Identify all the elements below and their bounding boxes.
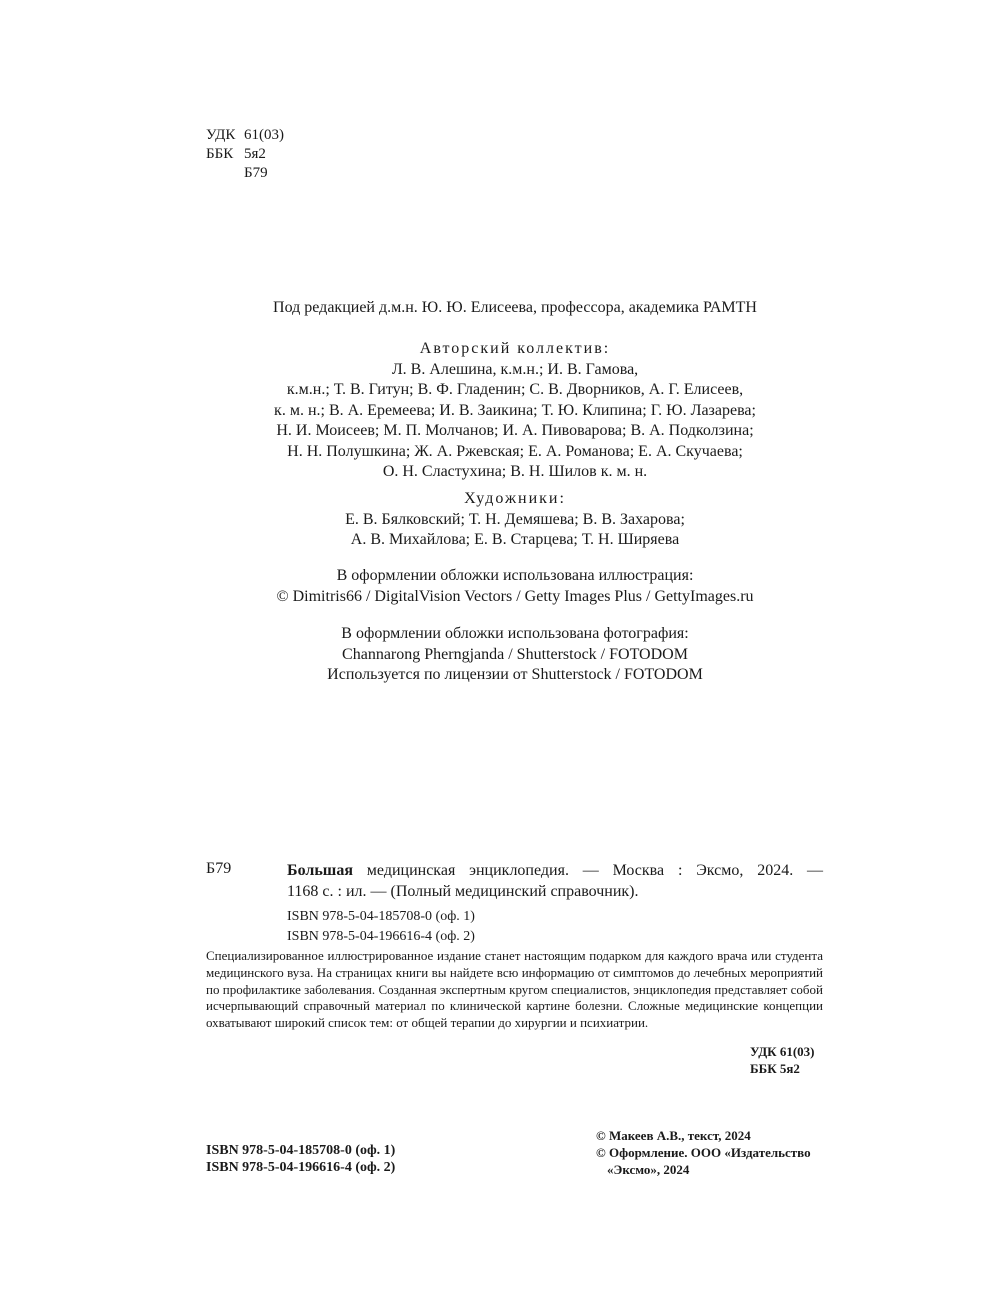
copyright-block — [596, 1127, 826, 1178]
artists-heading: Художники: — [464, 490, 566, 507]
illustration-credit — [200, 566, 830, 607]
udk-row — [206, 126, 284, 145]
bibliography-line-2: 1168 с. : ил. — (Полный медицинский справочник). — [287, 883, 639, 900]
authors-line: Л. В. Алешина, к.м.н.; И. В. Гамова, — [391, 360, 639, 378]
authors-line: О. Н. Сластухина; В. Н. Шилов к. м. н. — [382, 463, 648, 480]
udk-footer — [750, 1043, 815, 1077]
isbn-footer-line: ISBN 978-5-04-196616-4 (оф. 2) — [206, 1160, 396, 1175]
bibliography-title-bold: Большая — [287, 862, 353, 879]
bibliography-line-1-rest: медицинская энциклопедия. — Москва : Эксмо, 2024. — — [366, 862, 824, 879]
bibliography-line-1 — [287, 860, 823, 881]
udk-value: 61(03) — [244, 127, 284, 143]
copyright-line: © Макеев А.В., текст, 2024 — [596, 1128, 751, 1143]
udk-header — [206, 126, 284, 183]
annotation: Специализированное иллюстрированное издание станет настоящим подарком для каждого врача или студента медицинского вуза. На страницах книги вы найдете всю информацию от симптомов до лечебных мероприятий по профилактике заболевания. Созданная экспертным кругом специалистов, энциклопедия представляет собой исчерпывающий справочный материал по клинической картине болезни. Сложные медицинские концепции охватывают широкий список тем: от общей терапии до хирургии и психиатрии. — [206, 948, 823, 1031]
bbk-label: ББК — [206, 146, 234, 162]
artists-block — [200, 489, 830, 551]
bibliography-isbn: ISBN 978-5-04-185708-0 (оф. 1) — [287, 909, 475, 924]
bbk-row — [206, 145, 284, 164]
authors-block — [200, 339, 830, 483]
bibliography-isbn-list — [287, 907, 475, 947]
illustration-credit-line: © Dimitris66 / DigitalVision Vectors / Getty Images Plus / GettyImages.ru — [276, 587, 754, 605]
authors-line: Н. И. Моисеев; М. П. Молчанов; И. А. Пивоварова; В. А. Подколзина; — [276, 422, 754, 439]
udk-footer-udk: УДК 61(03) — [750, 1044, 815, 1059]
bbk-value: 5я2 — [244, 146, 266, 162]
author-code-row — [206, 164, 284, 183]
copyright-line: © Оформление. ООО «Издательство — [596, 1145, 811, 1160]
artists-line: А. В. Михайлова; Е. В. Старцева; Т. Н. Ширяева — [350, 531, 680, 548]
artists-line: Е. В. Бялковский; Т. Н. Демяшева; В. В. Захарова; — [345, 510, 685, 528]
copyright-line: «Эксмо», 2024 — [607, 1162, 690, 1177]
udk-label: УДК — [206, 127, 236, 143]
isbn-footer — [206, 1142, 395, 1176]
illustration-credit-line: В оформлении обложки использована иллюстрация: — [336, 567, 694, 584]
author-code: Б79 — [244, 165, 268, 181]
editor-line: Под редакцией д.м.н. Ю. Ю. Елисеева, профессора, академика РАМТН — [273, 299, 757, 316]
authors-heading: Авторский коллектив: — [419, 340, 611, 357]
photo-credit — [200, 624, 830, 686]
bibliography-code: Б79 — [206, 860, 232, 877]
isbn-footer-line: ISBN 978-5-04-185708-0 (оф. 1) — [206, 1143, 396, 1158]
photo-credit-line: Channarong Pherngjanda / Shutterstock / FOTODOM — [342, 645, 688, 663]
authors-line: Н. Н. Полушкина; Ж. А. Ржевская; Е. А. Романова; Е. А. Скучаева; — [287, 442, 743, 460]
authors-line: к. м. н.; В. А. Еремеева; И. В. Заикина; Т. Ю. Клипина; Г. Ю. Лазарева; — [274, 401, 756, 419]
photo-credit-line: В оформлении обложки использована фотография: — [341, 625, 689, 642]
udk-footer-bbk: ББК 5я2 — [750, 1061, 800, 1076]
bibliography-isbn: ISBN 978-5-04-196616-4 (оф. 2) — [287, 929, 475, 944]
authors-line: к.м.н.; Т. В. Гитун; В. Ф. Гладенин; С. В. Дворников, А. Г. Елисеев, — [286, 381, 744, 398]
photo-credit-line: Используется по лицензии от Shutterstock / FOTODOM — [327, 666, 703, 683]
bibliography-entry — [287, 860, 823, 902]
